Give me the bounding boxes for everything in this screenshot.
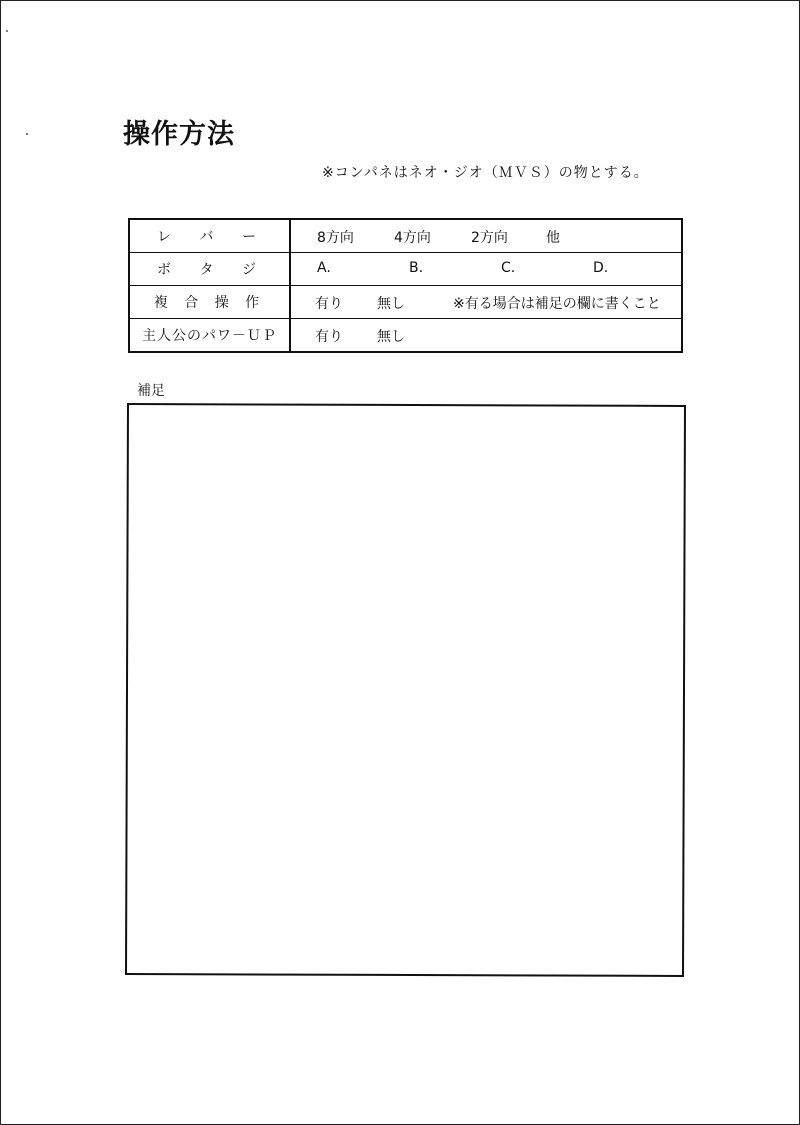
page-title: 操作方法 [123, 119, 235, 150]
powerup-label: 主人公のパワ－ＵＰ [129, 319, 290, 353]
button-option-b[interactable]: B. [409, 260, 424, 276]
lever-option-2way[interactable]: 2方向 [471, 230, 508, 246]
button-option-d[interactable]: D. [593, 260, 609, 276]
combo-options [290, 286, 682, 319]
buttons-options [290, 253, 682, 286]
button-option-a[interactable]: A. [317, 260, 331, 276]
supplement-box[interactable] [125, 403, 686, 977]
combo-label: 複 合 操 作 [129, 286, 290, 319]
combo-option-no[interactable]: 無し [377, 296, 405, 312]
scan-speck [26, 133, 28, 135]
lever-option-4way[interactable]: 4方向 [394, 230, 431, 246]
powerup-option-no[interactable]: 無し [377, 329, 405, 345]
controls-table [128, 218, 683, 353]
supplement-label: 補足 [137, 383, 165, 399]
scan-speck [6, 30, 8, 32]
table-row-buttons [129, 253, 682, 286]
lever-label: レ バ ー [129, 219, 290, 253]
combo-option-yes[interactable]: 有り [315, 296, 343, 312]
combo-remark: ※有る場合は補足の欄に書くこと [453, 296, 661, 312]
table-row-lever [129, 219, 682, 253]
button-option-c[interactable]: C. [501, 260, 516, 276]
lever-options [290, 219, 682, 253]
powerup-options [290, 319, 682, 353]
lever-option-8way[interactable]: 8方向 [317, 230, 354, 246]
table-row-powerup [129, 319, 682, 353]
lever-option-other[interactable]: 他 [546, 230, 560, 246]
buttons-label: ボ タ ジ [129, 253, 290, 286]
control-panel-note: ※コンパネはネオ・ジオ（ＭＶＳ）の物とする。 [322, 165, 649, 181]
table-row-combo [129, 286, 682, 319]
powerup-option-yes[interactable]: 有り [315, 329, 343, 345]
